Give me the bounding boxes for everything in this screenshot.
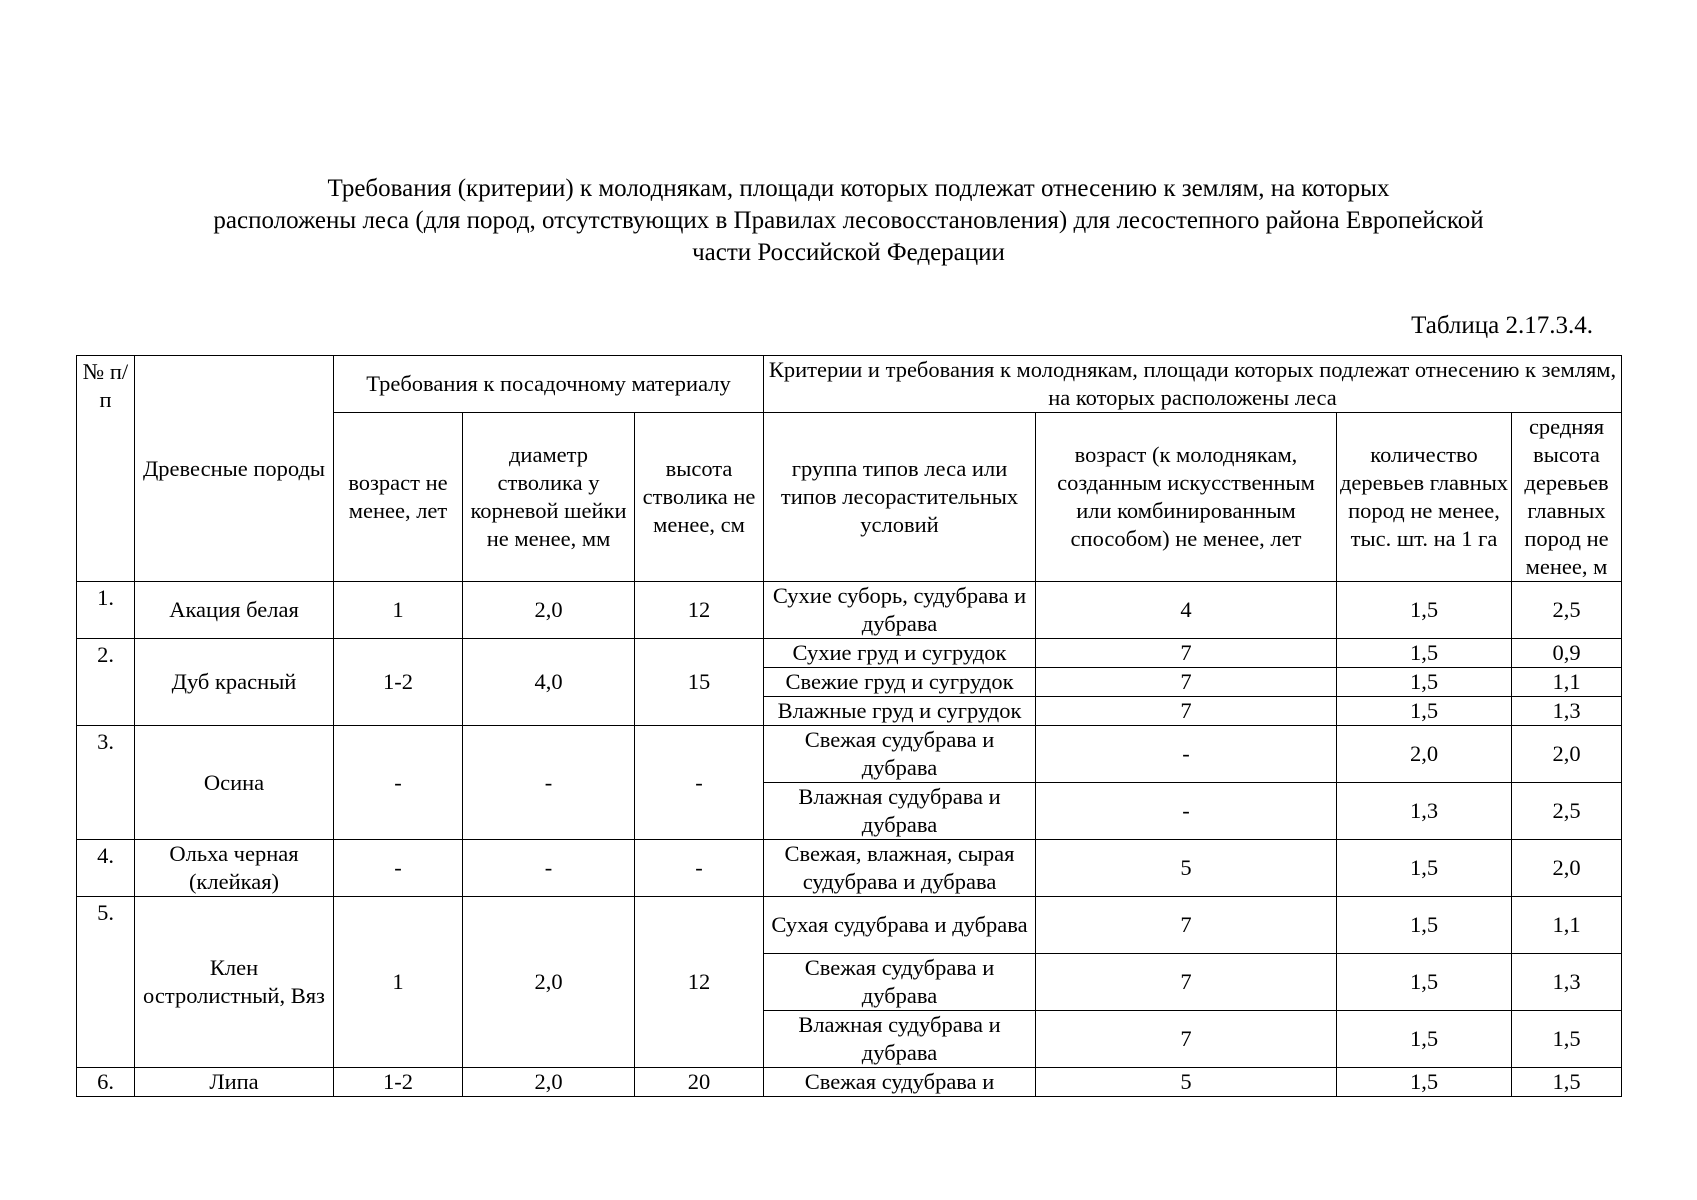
criteria-table xyxy=(76,355,1622,1097)
row-avg-height: 1,5 xyxy=(1512,1068,1622,1097)
header-forest-type: группа типов леса или типов лесорастительных условий xyxy=(764,413,1036,582)
row-avg-height: 1,3 xyxy=(1512,697,1622,726)
row-count: 1,5 xyxy=(1337,1068,1512,1097)
row-num: 5. xyxy=(77,897,135,1068)
row-forest-type: Свежая судубрава и дубрава xyxy=(764,954,1036,1011)
row-young-age: 4 xyxy=(1036,582,1337,639)
row-forest-type: Влажные груд и сугрудок xyxy=(764,697,1036,726)
row-avg-height: 1,5 xyxy=(1512,1011,1622,1068)
row-forest-type: Свежие груд и сугрудок xyxy=(764,668,1036,697)
title-line-3: части Российской Федерации xyxy=(692,239,1005,266)
row-diameter: 4,0 xyxy=(463,639,635,726)
row-count: 1,5 xyxy=(1337,897,1512,954)
row-num: 2. xyxy=(77,639,135,726)
table-row xyxy=(77,840,1622,897)
row-avg-height: 2,5 xyxy=(1512,783,1622,840)
row-count: 1,5 xyxy=(1337,668,1512,697)
row-height: - xyxy=(635,726,764,840)
row-forest-type: Свежая судубрава и xyxy=(764,1068,1036,1097)
header-young-age: возраст (к молоднякам, созданным искусственным или комбинированным способом) не менее, лет xyxy=(1036,413,1337,582)
row-num: 4. xyxy=(77,840,135,897)
row-young-age: - xyxy=(1036,783,1337,840)
row-age: 1-2 xyxy=(334,1068,463,1097)
row-young-age: - xyxy=(1036,726,1337,783)
row-num: 3. xyxy=(77,726,135,840)
row-count: 1,5 xyxy=(1337,840,1512,897)
row-young-age: 5 xyxy=(1036,840,1337,897)
row-avg-height: 2,5 xyxy=(1512,582,1622,639)
row-diameter: 2,0 xyxy=(463,1068,635,1097)
row-num: 1. xyxy=(77,582,135,639)
table-number-label: Таблица 2.17.3.4. xyxy=(1411,312,1593,339)
header-species: Древесные породы xyxy=(135,356,334,582)
row-count: 1,5 xyxy=(1337,1011,1512,1068)
row-avg-height: 2,0 xyxy=(1512,840,1622,897)
document-title xyxy=(100,173,1597,269)
row-young-age: 7 xyxy=(1036,697,1337,726)
row-avg-height: 1,3 xyxy=(1512,954,1622,1011)
row-count: 1,5 xyxy=(1337,697,1512,726)
row-species: Осина xyxy=(135,726,334,840)
row-young-age: 7 xyxy=(1036,897,1337,954)
row-diameter: - xyxy=(463,726,635,840)
row-age: 1-2 xyxy=(334,639,463,726)
row-avg-height: 2,0 xyxy=(1512,726,1622,783)
row-count: 1,5 xyxy=(1337,582,1512,639)
row-diameter: 2,0 xyxy=(463,897,635,1068)
row-age: 1 xyxy=(334,897,463,1068)
table-row xyxy=(77,1068,1622,1097)
row-avg-height: 1,1 xyxy=(1512,897,1622,954)
row-forest-type: Влажная судубрава и дубрава xyxy=(764,1011,1036,1068)
row-avg-height: 1,1 xyxy=(1512,668,1622,697)
row-forest-type: Свежая, влажная, сырая судубрава и дубрава xyxy=(764,840,1036,897)
row-young-age: 7 xyxy=(1036,1011,1337,1068)
row-species: Липа xyxy=(135,1068,334,1097)
header-count: количество деревьев главных пород не менее, тыс. шт. на 1 га xyxy=(1337,413,1512,582)
header-height: высота стволика не менее, см xyxy=(635,413,764,582)
row-height: 20 xyxy=(635,1068,764,1097)
row-forest-type: Сухая судубрава и дубрава xyxy=(764,897,1036,954)
row-height: 12 xyxy=(635,582,764,639)
row-young-age: 7 xyxy=(1036,668,1337,697)
table-row xyxy=(77,639,1622,668)
header-diameter: диаметр стволика у корневой шейки не менее, мм xyxy=(463,413,635,582)
row-height: 15 xyxy=(635,639,764,726)
row-young-age: 7 xyxy=(1036,954,1337,1011)
table-row xyxy=(77,582,1622,639)
row-species: Клен остролистный, Вяз xyxy=(135,897,334,1068)
header-age: возраст не менее, лет xyxy=(334,413,463,582)
row-forest-type: Сухие груд и сугрудок xyxy=(764,639,1036,668)
row-young-age: 7 xyxy=(1036,639,1337,668)
row-count: 1,3 xyxy=(1337,783,1512,840)
row-count: 2,0 xyxy=(1337,726,1512,783)
row-count: 1,5 xyxy=(1337,954,1512,1011)
row-count: 1,5 xyxy=(1337,639,1512,668)
header-avg-height: средняя высота деревьев главных пород не менее, м xyxy=(1512,413,1622,582)
row-height: 12 xyxy=(635,897,764,1068)
row-age: - xyxy=(334,840,463,897)
title-line-2: расположены леса (для пород, отсутствующих в Правилах лесовосстановления) для лесостепного района Европейской xyxy=(213,207,1484,234)
row-height: - xyxy=(635,840,764,897)
row-num: 6. xyxy=(77,1068,135,1097)
row-diameter: 2,0 xyxy=(463,582,635,639)
title-line-1: Требования (критерии) к молоднякам, площади которых подлежат отнесению к землям, на которых xyxy=(327,175,1390,202)
row-young-age: 5 xyxy=(1036,1068,1337,1097)
header-num: № п/п xyxy=(77,356,135,582)
row-age: - xyxy=(334,726,463,840)
row-species: Ольха черная (клейкая) xyxy=(135,840,334,897)
row-avg-height: 0,9 xyxy=(1512,639,1622,668)
table-row xyxy=(77,897,1622,954)
header-planting-material: Требования к посадочному материалу xyxy=(334,356,764,413)
row-species: Дуб красный xyxy=(135,639,334,726)
table-row xyxy=(77,726,1622,783)
row-forest-type: Свежая судубрава и дубрава xyxy=(764,726,1036,783)
row-forest-type: Влажная судубрава и дубрава xyxy=(764,783,1036,840)
row-species: Акация белая xyxy=(135,582,334,639)
row-age: 1 xyxy=(334,582,463,639)
row-diameter: - xyxy=(463,840,635,897)
header-criteria: Критерии и требования к молоднякам, площади которых подлежат отнесению к землям, на которых расположены леса xyxy=(764,356,1622,413)
row-forest-type: Сухие суборь, судубрава и дубрава xyxy=(764,582,1036,639)
